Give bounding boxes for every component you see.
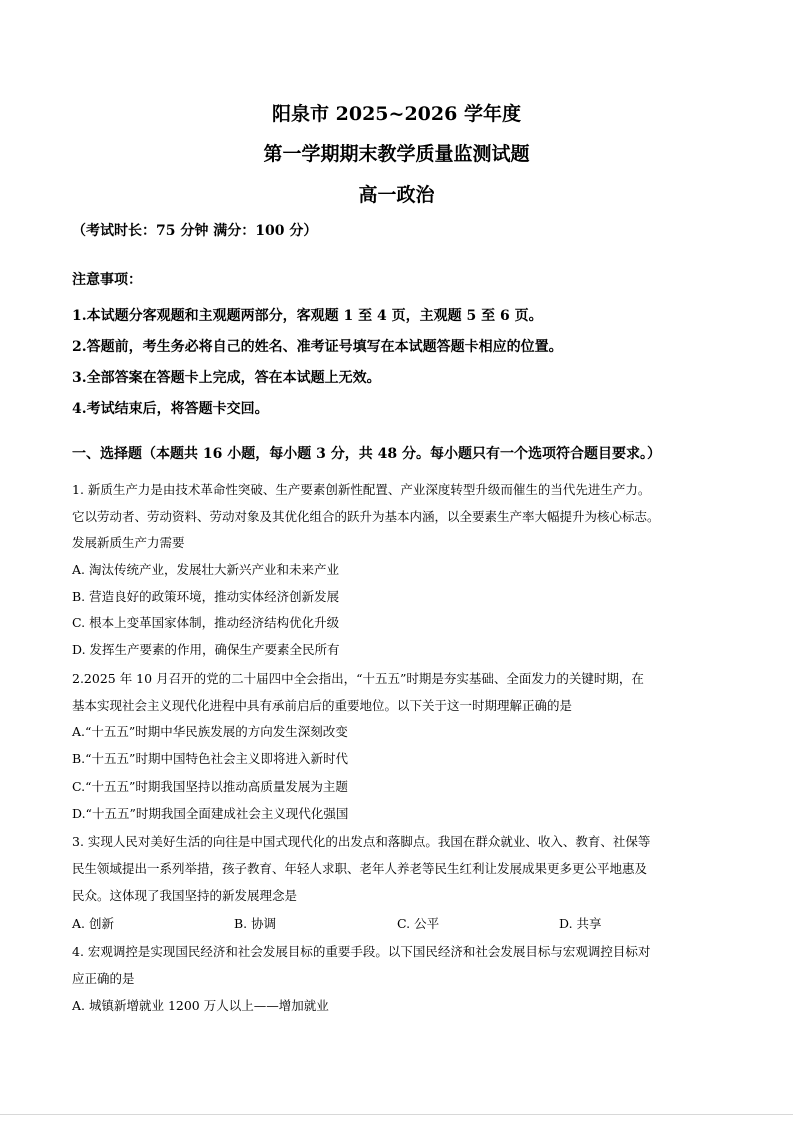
notice-item: 3.全部答案在答题卡上完成，答在本试题上无效。 xyxy=(72,370,381,386)
q2-stem-line: 2.2025 年 10 月召开的党的二十届四中全会指出，“十五五”时期是夯实基础、全面发力的关键时期，在 xyxy=(72,671,644,686)
notice-item: 4.考试结束后，将答题卡交回。 xyxy=(72,401,269,417)
q1-option-d: D. 发挥生产要素的作用，确保生产要素全民所有 xyxy=(72,642,340,657)
q4-stem-line: 应正确的是 xyxy=(72,971,135,986)
q1-option-b: B. 营造良好的政策环境，推动实体经济创新发展 xyxy=(72,589,340,604)
q3-option-b: B. 协调 xyxy=(234,916,277,931)
notice-item: 2.答题前，考生务必将自己的姓名、准考证号填写在本试题答题卡相应的位置。 xyxy=(72,339,563,355)
q4-option-a: A. 城镇新增就业 1200 万人以上——增加就业 xyxy=(72,998,329,1013)
q2-option-c: C.“十五五”时期我国坚持以推动高质量发展为主题 xyxy=(72,779,348,794)
q2-option-a: A.“十五五”时期中华民族发展的方向发生深刻改变 xyxy=(72,724,348,739)
q1-option-c: C. 根本上变革国家体制，推动经济结构优化升级 xyxy=(72,615,340,630)
q2-option-d: D.“十五五”时期我国全面建成社会主义现代化强国 xyxy=(72,806,349,821)
q1-option-a: A. 淘汰传统产业，发展壮大新兴产业和未来产业 xyxy=(72,562,339,577)
q3-stem-line: 3. 实现人民对美好生活的向往是中国式现代化的出发点和落脚点。我国在群众就业、收入、教育、社保等 xyxy=(72,834,651,849)
q3-option-d: D. 共享 xyxy=(559,916,602,931)
q1-stem-line: 1. 新质生产力是由技术革命性突破、生产要素创新性配置、产业深度转型升级而催生的当代先进生产力。 xyxy=(72,482,651,497)
q1-stem-line: 它以劳动者、劳动资料、劳动对象及其优化组合的跃升为基本内涵，以全要素生产率大幅提升为核心标志。 xyxy=(72,509,660,524)
q3-option-a: A. 创新 xyxy=(72,916,114,931)
subject-title: 高一政治 xyxy=(358,184,435,206)
exam-duration: （考试时长：75 分钟 满分：100 分） xyxy=(72,223,318,239)
section-heading: 一、选择题（本题共 16 小题，每小题 3 分，共 48 分。每小题只有一个选项符合题目要求。） xyxy=(72,446,661,462)
notice-title: 注意事项： xyxy=(72,272,142,288)
q3-stem-line: 民众。这体现了我国坚持的新发展理念是 xyxy=(72,888,298,903)
q2-stem-line: 基本实现社会主义现代化进程中具有承前启后的重要地位。以下关于这一时期理解正确的是 xyxy=(72,698,573,713)
q3-stem-line: 民生领域提出一系列举措，孩子教育、年轻人求职、老年人养老等民生红利让发展成果更多更公平地惠及 xyxy=(72,861,648,876)
q2-option-b: B.“十五五”时期中国特色社会主义即将进入新时代 xyxy=(72,751,348,766)
q3-options-row xyxy=(72,914,752,934)
page-bottom-rule xyxy=(0,1114,793,1115)
notice-item: 1.本试题分客观题和主观题两部分，客观题 1 至 4 页，主观题 5 至 6 页。 xyxy=(72,308,543,324)
title-line-1: 阳泉市 2025~2026 学年度 xyxy=(272,103,521,125)
q1-stem-line: 发展新质生产力需要 xyxy=(72,535,185,550)
q4-stem-line: 4. 宏观调控是实现国民经济和社会发展目标的重要手段。以下国民经济和社会发展目标与宏观调控目标对 xyxy=(72,944,651,959)
q3-option-c: C. 公平 xyxy=(397,916,440,931)
title-line-2: 第一学期期末教学质量监测试题 xyxy=(263,143,530,165)
